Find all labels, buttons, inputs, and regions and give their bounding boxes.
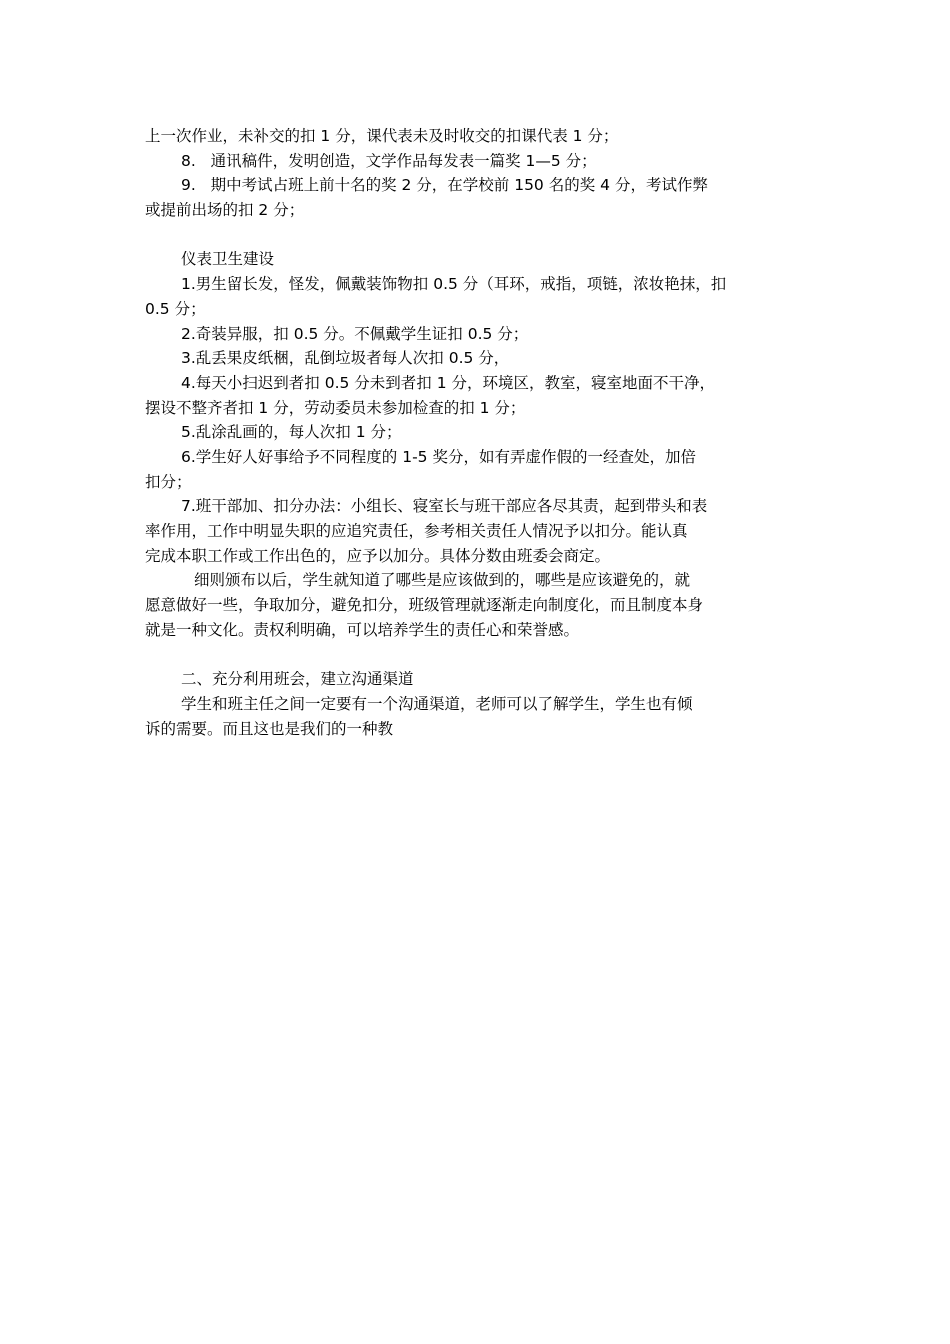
text-line-17: 完成本职工作或工作出色的，应予以加分。具体分数由班委会商定。: [145, 546, 611, 565]
text-line-13: 6.学生好人好事给予不同程度的 1-5 奖分，如有弄虚作假的一经查处，加倍: [181, 447, 696, 466]
text-line-9: 3.乱丢果皮纸梱，乱倒垃圾者每人次扣 0.5 分，: [181, 349, 510, 368]
text-line-14: 扣分；: [145, 472, 192, 491]
text-line-23: 学生和班主任之间一定要有一个沟通渠道，老师可以了解学生，学生也有倾: [181, 694, 693, 713]
text-line-4: 或提前出场的扣 2 分；: [145, 201, 305, 220]
text-line-2: 8. 通讯稿件，发明创造，文学作品每发表一篇奖 1—5 分；: [181, 151, 597, 170]
text-line-12: 5.乱涂乱画的，每人次扣 1 分；: [181, 423, 402, 442]
text-line-6: 1.男生留长发，怪发，佩戴装饰物扣 0.5 分（耳环，戒指，项链，浓妆艳抹，扣: [181, 275, 727, 294]
blank-line: [145, 223, 810, 248]
section-heading-class-meeting: 二、充分利用班会，建立沟通渠道: [181, 670, 414, 689]
text-line-7: 0.5 分；: [145, 299, 206, 318]
text-line-1: 上一次作业，未补交的扣 1 分，课代表未及时收交的扣课代表 1 分；: [145, 127, 619, 145]
text-line-11: 摆设不整齐者扣 1 分，劳动委员未参加检查的扣 1 分；: [145, 398, 526, 417]
text-line-16: 率作用，工作中明显失职的应追究责任，参考相关责任人情况予以扣分。能认真: [145, 522, 688, 540]
text-line-10: 4.每天小扫迟到者扣 0.5 分未到者扣 1 分，环境区，教室，寝室地面不干净，: [181, 373, 716, 392]
text-line-19: 愿意做好一些，争取加分，避免扣分，班级管理就逐渐走向制度化，而且制度本身: [145, 596, 704, 615]
text-line-20: 就是一种文化。责权利明确，可以培养学生的责任心和荣誉感。: [145, 620, 580, 639]
document-body: [145, 124, 810, 741]
section-heading-appearance: 仪表卫生建设: [181, 250, 275, 269]
blank-line: [145, 642, 810, 667]
text-line-24: 诉的需要。而且这也是我们的一种教: [145, 719, 394, 738]
text-line-18: 细则颁布以后，学生就知道了哪些是应该做到的，哪些是应该避免的，就: [194, 571, 691, 590]
text-line-3: 9. 期中考试占班上前十名的奖 2 分，在学校前 150 名的奖 4 分，考试作弊: [181, 176, 708, 195]
text-line-8: 2.奇装异服，扣 0.5 分。不佩戴学生证扣 0.5 分；: [181, 324, 529, 343]
text-line-15: 7.班干部加、扣分办法：小组长、寝室长与班干部应各尽其责，起到带头和表: [181, 497, 708, 516]
